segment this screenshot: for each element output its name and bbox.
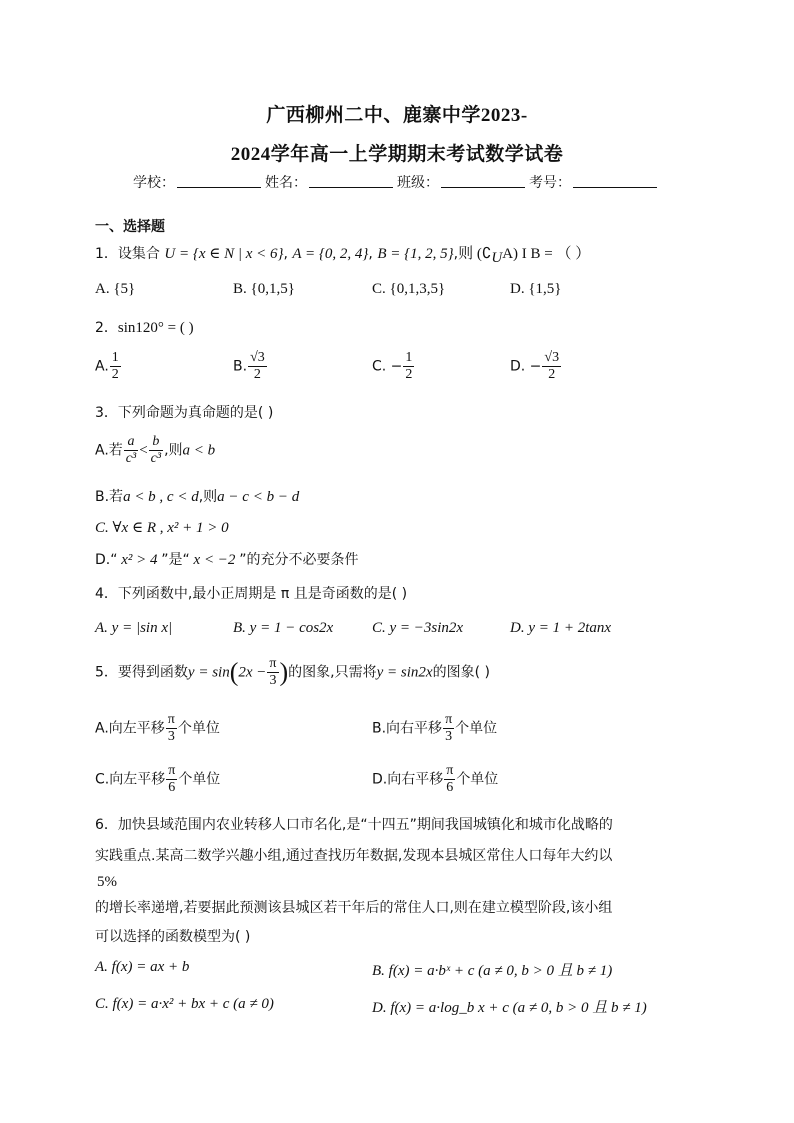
q3-a-frac-2: $\frac{b}{\text{c³}}$ (150, 434, 162, 467)
q5-c-fraction: $\frac{\pi}{6}$ (168, 763, 176, 796)
q3-d-math-2: x < −2 (189, 552, 240, 568)
q5-stem-b: 的图象,只需将 (288, 664, 377, 681)
q5-c-post: 个单位 (178, 771, 221, 788)
question-4 (95, 583, 407, 603)
q4-option-a[interactable]: A. y = |sin x| (95, 620, 173, 636)
title-line-2: 2024学年高一上学期期末考试数学试卷 (230, 144, 564, 165)
q6-line-3: 5% (97, 874, 117, 890)
q1-ask: 则 (∁ (458, 246, 492, 262)
q5-option-c[interactable] (95, 763, 220, 796)
q2-d-fraction: $\frac{√3}{2}$ (544, 350, 560, 383)
q4-option-b[interactable]: B. y = 1 − cos2x (233, 620, 334, 636)
q5-b-pre: B.向右平移 (372, 720, 443, 737)
q2-option-c[interactable] (372, 350, 415, 383)
q2-b-label: B. (233, 358, 248, 375)
q5-number: 5． (95, 664, 118, 681)
q1-option-a[interactable]: A. {5} (95, 281, 136, 297)
q5-func-inner: 2x − (238, 664, 267, 681)
q5-b-fraction: $\frac{\pi}{3}$ (445, 712, 453, 745)
q3-d-math-1: x² > 4 (117, 552, 162, 568)
question-3 (95, 402, 273, 422)
q2-a-label: A. (95, 358, 109, 375)
q3-b-condition: a < b , c < d (123, 489, 199, 505)
section-title: 一、选择题 (95, 219, 165, 235)
q5-a-fraction: $\frac{\pi}{3}$ (167, 712, 175, 745)
q3-number: 3． (95, 405, 118, 421)
q3-a-pre: A.若 (95, 442, 123, 459)
q3-option-c[interactable]: C. ∀x ∈ R , x² + 1 > 0 (95, 520, 229, 536)
q1-number: 1． (95, 246, 118, 262)
q5-d-fraction: $\frac{\pi}{6}$ (446, 763, 454, 796)
q3-b-post: ,则 (198, 489, 218, 505)
q1-set-b: B = {1, 2, 5} (377, 246, 454, 262)
q1-ask-sub: U (491, 249, 503, 266)
student-info-row (0, 172, 794, 192)
q5-stem-a: 要得到函数 (117, 664, 188, 681)
q2-option-a[interactable] (95, 350, 122, 383)
name-label: 姓名： (265, 175, 307, 191)
school-blank[interactable] (177, 175, 261, 188)
q2-option-b[interactable] (233, 350, 268, 383)
q1-set-u: U = {x ∈ N | x < 6} (164, 246, 284, 262)
q6-line-2: 实践重点.某高二数学兴趣小组,通过查找历年数据,发现本县城区常住人口每年大约以 (95, 848, 613, 864)
q6-option-c[interactable]: C. f(x) = a·x² + bx + c (a ≠ 0) (95, 996, 274, 1012)
q5-d-post: 个单位 (456, 771, 499, 788)
q5-option-d[interactable] (372, 763, 498, 796)
q5-paren-right: ) (279, 657, 289, 687)
q4-option-d[interactable]: D. y = 1 + 2tanx (510, 620, 612, 636)
q2-c-fraction: $\frac{1}{2}$ (405, 350, 413, 383)
q3-option-a[interactable] (95, 434, 215, 467)
q1-option-b[interactable]: B. {0,1,5} (233, 281, 295, 297)
q3-a-post: ,则 (164, 442, 183, 459)
question-2 (95, 317, 194, 337)
class-blank[interactable] (441, 175, 525, 188)
q3-d-mid: ”是“ (161, 552, 190, 568)
q2-option-d[interactable] (510, 350, 562, 383)
q5-c-pre: C.向左平移 (95, 771, 166, 788)
q1-stem-a: 设集合 (117, 246, 160, 262)
q3-d-pre: D.“ (95, 552, 118, 568)
q5-option-b[interactable] (372, 712, 497, 745)
exam-no-label: 考号： (529, 175, 571, 191)
q3-d-post: ”的充分不必要条件 (239, 552, 359, 568)
question-1: 1．设集合 U = {x ∈ N | x < 6}, A = {0, 2, 4}, B = {1, 2, 5},则 $(∁_UA)$ I B = （ ） (95, 246, 591, 266)
q5-func-b: y = sin2x (376, 664, 433, 681)
q3-a-frac-1: $\frac{a}{\text{c³}}$ (125, 434, 137, 467)
exam-no-blank[interactable] (573, 175, 657, 188)
q2-stem: sin120° = ( ) (117, 320, 194, 336)
q6-option-d[interactable]: D. f(x) = a·log_b x + c (a ≠ 0, b > 0 且 b ≠ 1) (372, 1000, 647, 1016)
q1-option-d[interactable]: D. {1,5} (510, 281, 562, 297)
q4-number: 4． (95, 586, 118, 602)
q3-b-pre: B.若 (95, 489, 124, 505)
class-label: 班级： (397, 175, 439, 191)
q5-func-a: y = sin (187, 664, 230, 681)
q1-option-c[interactable]: C. {0,1,3,5} (372, 281, 446, 297)
q6-number: 6． (95, 817, 118, 833)
q5-d-pre: D.向右平移 (372, 771, 444, 788)
q5-pi-over-3: $\frac{\pi}{3}$ (269, 656, 277, 689)
q2-b-fraction: $\frac{√3}{2}$ (250, 350, 265, 383)
q5-stem-c: 的图象( ) (432, 664, 490, 681)
q5-b-post: 个单位 (455, 720, 498, 737)
name-blank[interactable] (309, 175, 393, 188)
q5-a-pre: A.向左平移 (95, 720, 165, 737)
q4-stem: 下列函数中,最小正周期是 π 且是奇函数的是( ) (117, 586, 408, 602)
q6-line-1: 加快县域范围内农业转移人口市名化,是“十四五”期间我国城镇化和城市化战略的 (117, 817, 613, 833)
q2-c-label: C. − (372, 358, 403, 375)
question-5 (95, 656, 490, 689)
q3-b-result: a − c < b − d (217, 489, 300, 505)
q5-a-post: 个单位 (177, 720, 220, 737)
q4-option-c[interactable]: C. y = −3sin2x (372, 620, 464, 636)
q6-line-4: 的增长率递增,若要据此预测该县城区若干年后的常住人口,则在建立模型阶段,该小组 (95, 900, 613, 916)
school-label: 学校： (133, 175, 175, 191)
title-line-1: 广西柳州二中、鹿寨中学2023- (266, 105, 528, 126)
q1-ask-b: A) I B = （ ） (502, 246, 591, 262)
q3-option-b[interactable] (95, 486, 299, 506)
q5-option-a[interactable] (95, 712, 220, 745)
q6-option-a[interactable]: A. f(x) = ax + b (95, 959, 190, 975)
q2-number: 2． (95, 320, 118, 336)
q2-a-fraction: $\frac{1}{2}$ (111, 350, 119, 383)
q3-a-result: a < b (182, 442, 216, 459)
q2-d-label: D. − (510, 358, 542, 375)
q1-set-a: A = {0, 2, 4} (292, 246, 369, 262)
q6-option-b[interactable]: B. f(x) = a·bˣ + c (a ≠ 0, b > 0 且 b ≠ 1) (372, 963, 613, 979)
question-6 (95, 814, 613, 834)
q3-option-d[interactable] (95, 549, 358, 569)
q3-stem: 下列命题为真命题的是( ) (117, 405, 274, 421)
q6-line-5: 可以选择的函数模型为( ) (95, 929, 251, 945)
q3-a-lt: < (139, 442, 148, 459)
q5-paren-left: ( (229, 657, 239, 687)
